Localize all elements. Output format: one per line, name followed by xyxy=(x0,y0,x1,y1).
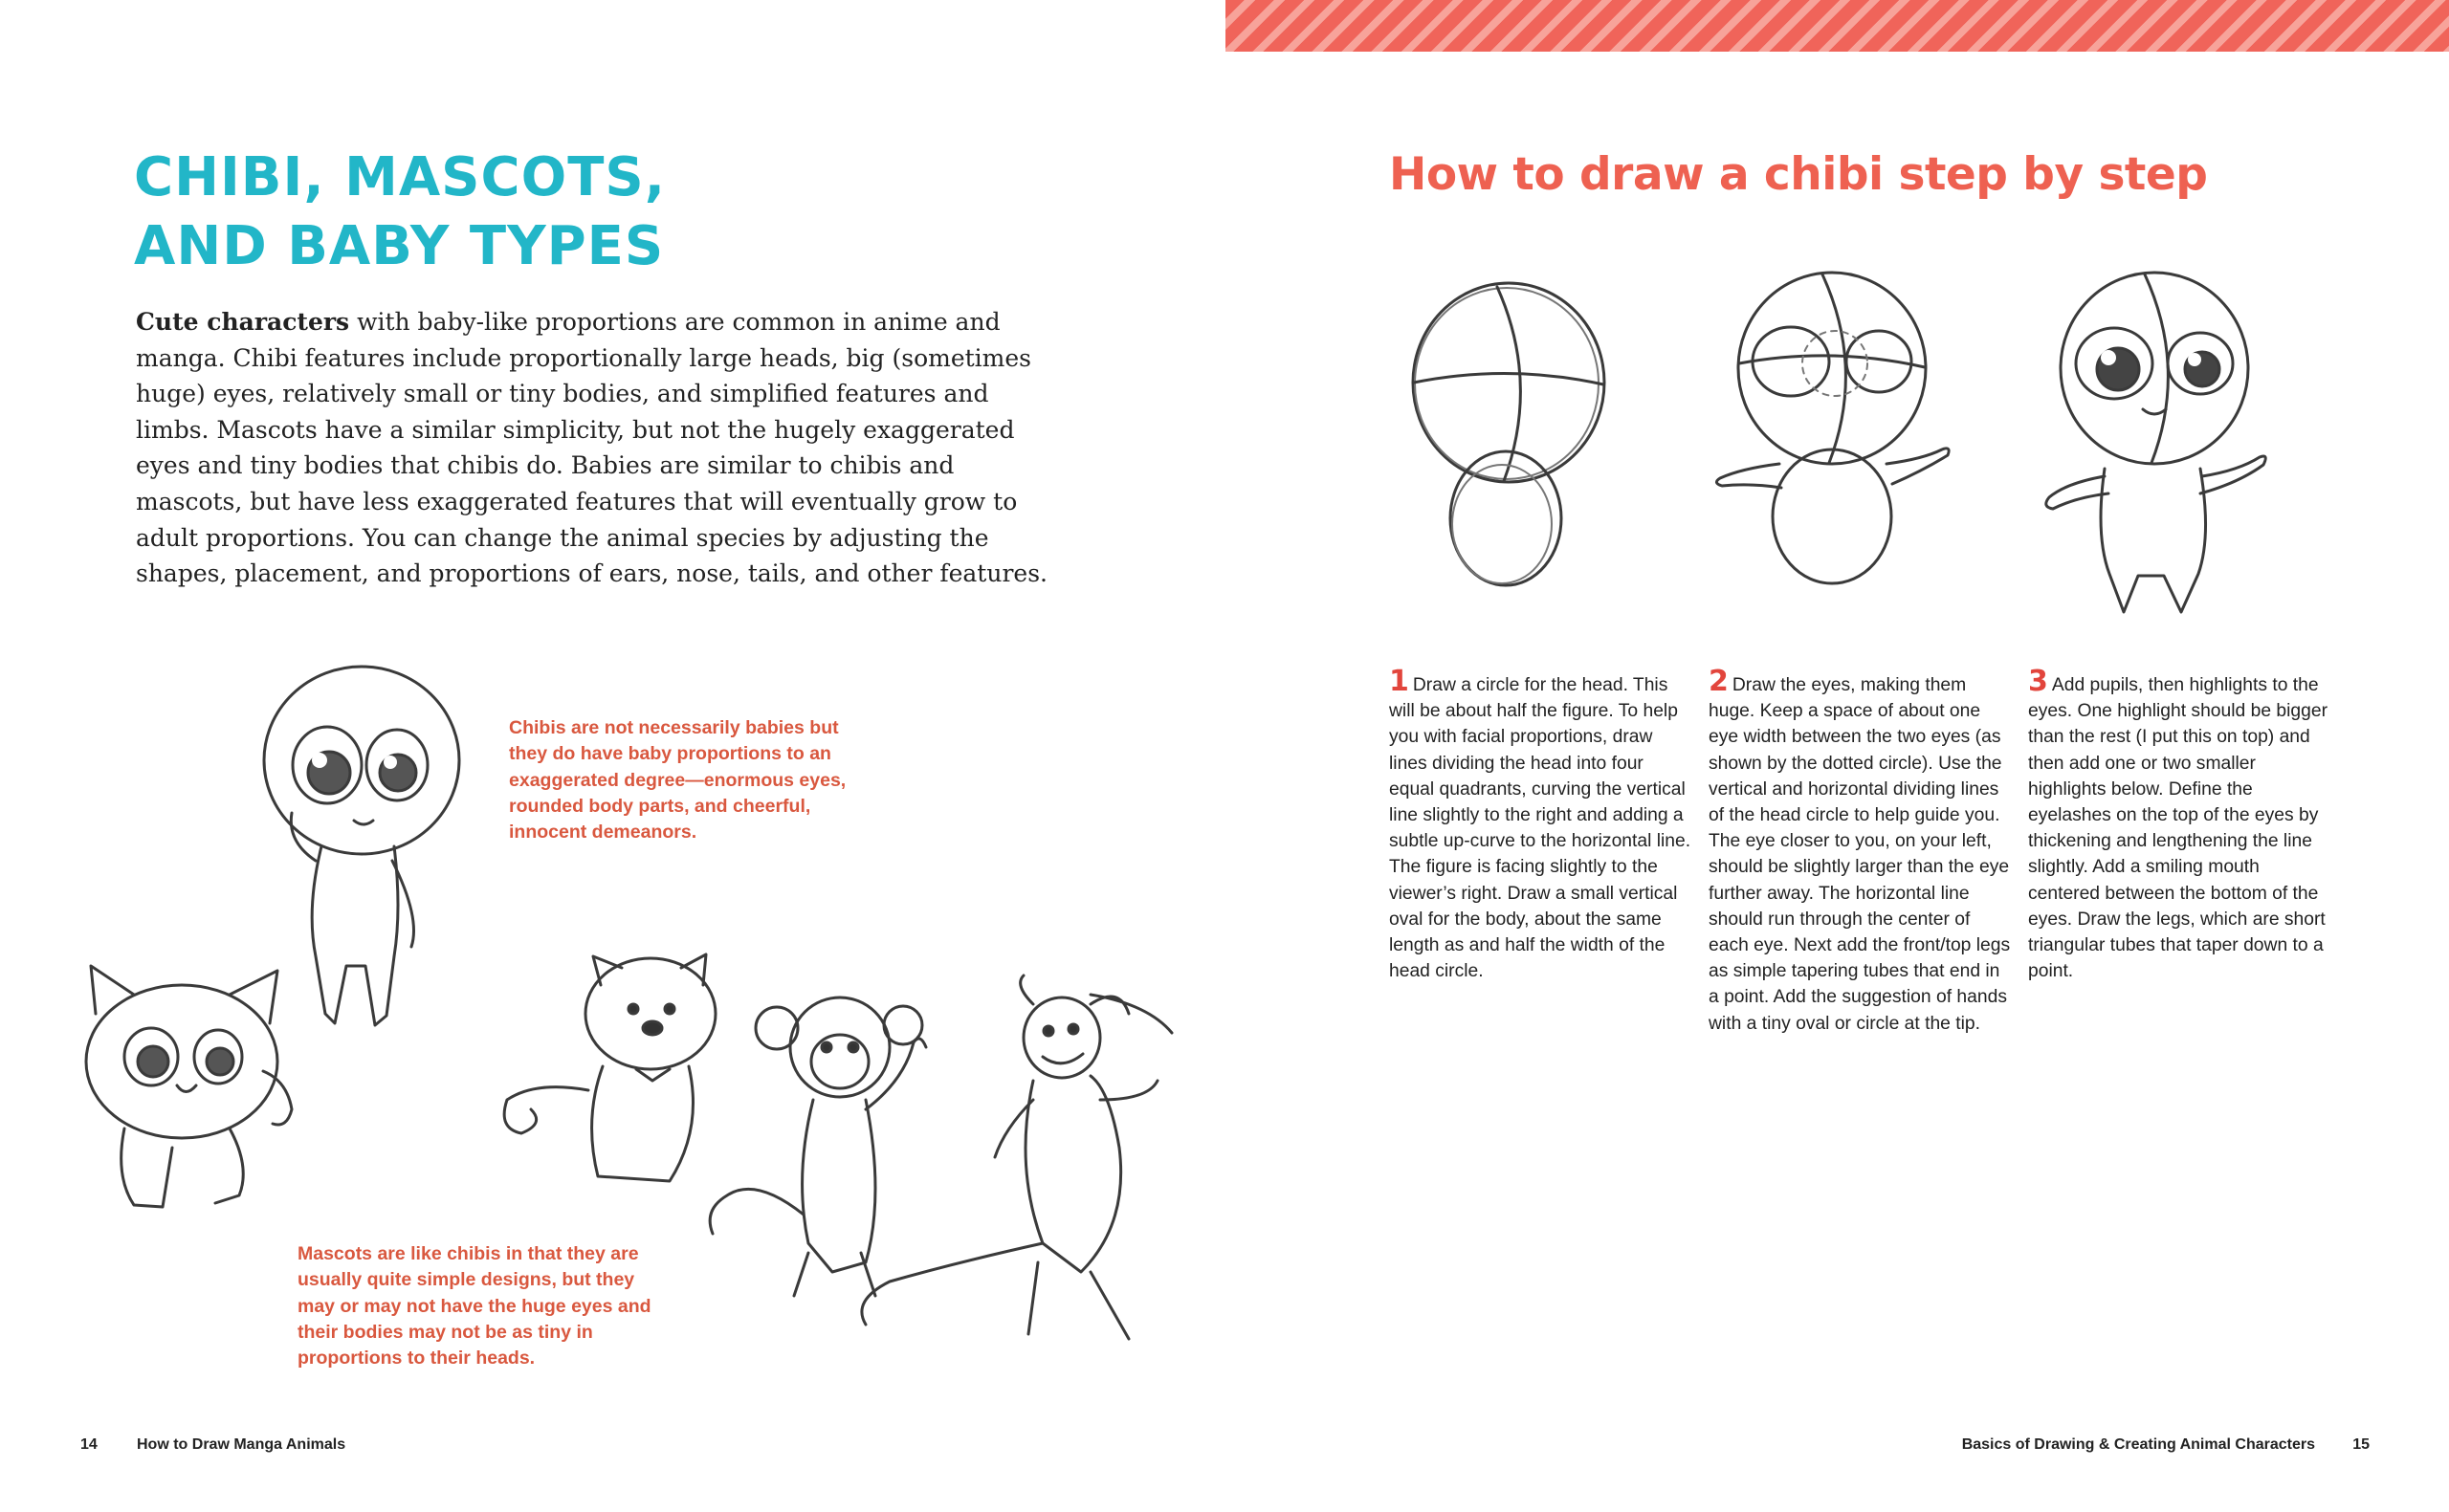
intro-bold-lead: Cute characters xyxy=(136,308,350,336)
step-3-body: Add pupils, then highlights to the eyes. One highlight should be bigger than the rest (I put this on top) and then add one or two smaller highlights below. Define the eyelashes on the top of the eyes by thickening and lengthening the line slightly. Add a smiling mouth centered between the bottom of the eyes. Draw the legs, which are short triangular tubes that taper down to a point. xyxy=(2028,675,2328,982)
kitten-sketch xyxy=(86,966,292,1207)
step-1-sketch xyxy=(1413,283,1604,585)
left-page-number: 14 xyxy=(80,1436,98,1453)
right-footer-title: Basics of Drawing & Creating Animal Characters xyxy=(1961,1436,2315,1453)
right-page-number: 15 xyxy=(2352,1436,2370,1453)
left-title-line2: AND BABY TYPES xyxy=(134,215,665,277)
intro-body: with baby-like proportions are common in anime and manga. Chibi features include proportionally large heads, big (sometimes huge) eyes, relatively small or tiny bodies, and simplified features and limbs. Mascots have a similar simplicity, but not the hugely exaggerated eyes and tiny bodies that chibis do. Babies are similar to chibis and mascots, but have less exaggerated features that will eventually grow to adult proportions. You can change the animal species by adjusting the shapes, placement, and proportions of ears, nose, tails, and other features. xyxy=(136,308,1048,588)
caption-chibi: Chibis are not necessarily babies but they do have baby proportions to an exaggerated degree—enormous eyes, rounded body parts, and cheerful, innocent demeanors. xyxy=(509,717,847,844)
left-footer-title: How to Draw Manga Animals xyxy=(137,1436,346,1453)
chibi-character-sketch xyxy=(264,667,459,1025)
step-1-body: Draw a circle for the head. This will be about half the figure. To help you with facial proportions, draw lines dividing the head into four equal quadrants, curving the vertical line slightly to the right and adding a subtle up-curve to the horizontal line. The figure is facing slightly to the viewer’s right. Draw a small vertical oval for the body, about the same length as and half the width of the head circle. xyxy=(1389,675,1691,982)
right-page-title: How to draw a chibi step by step xyxy=(1389,148,2208,201)
dragon-mascot-sketch xyxy=(862,975,1172,1339)
step-2-number: 2 xyxy=(1709,665,1729,698)
step-3-sketch xyxy=(2046,273,2265,612)
step-3-number: 3 xyxy=(2028,665,2048,698)
step-1-number: 1 xyxy=(1389,665,1409,698)
caption-mascot: Mascots are like chibis in that they are usually quite simple designs, but they may or may not have the huge eyes and their bodies may not be as tiny in proportions to their heads. xyxy=(298,1243,651,1370)
step-2-body: Draw the eyes, making them huge. Keep a space of about one eye width between the two eyes (as shown by the dotted circle). Use the vertical and horizontal dividing lines of the head circle to help guide you. The eye closer to you, on your left, should be slightly larger than the eye further away. The horizontal line should run through the center of each eye. Next add the front/top legs as simple tapering tubes that end in a point. Add the suggestion of hands with a tiny oval or circle at the tip. xyxy=(1709,675,2011,1034)
left-title-line1: CHIBI, MASCOTS, xyxy=(134,146,666,208)
shiba-mascot-sketch xyxy=(504,954,716,1181)
step-2-sketch xyxy=(1716,273,1949,583)
monkey-mascot-sketch xyxy=(710,997,926,1296)
